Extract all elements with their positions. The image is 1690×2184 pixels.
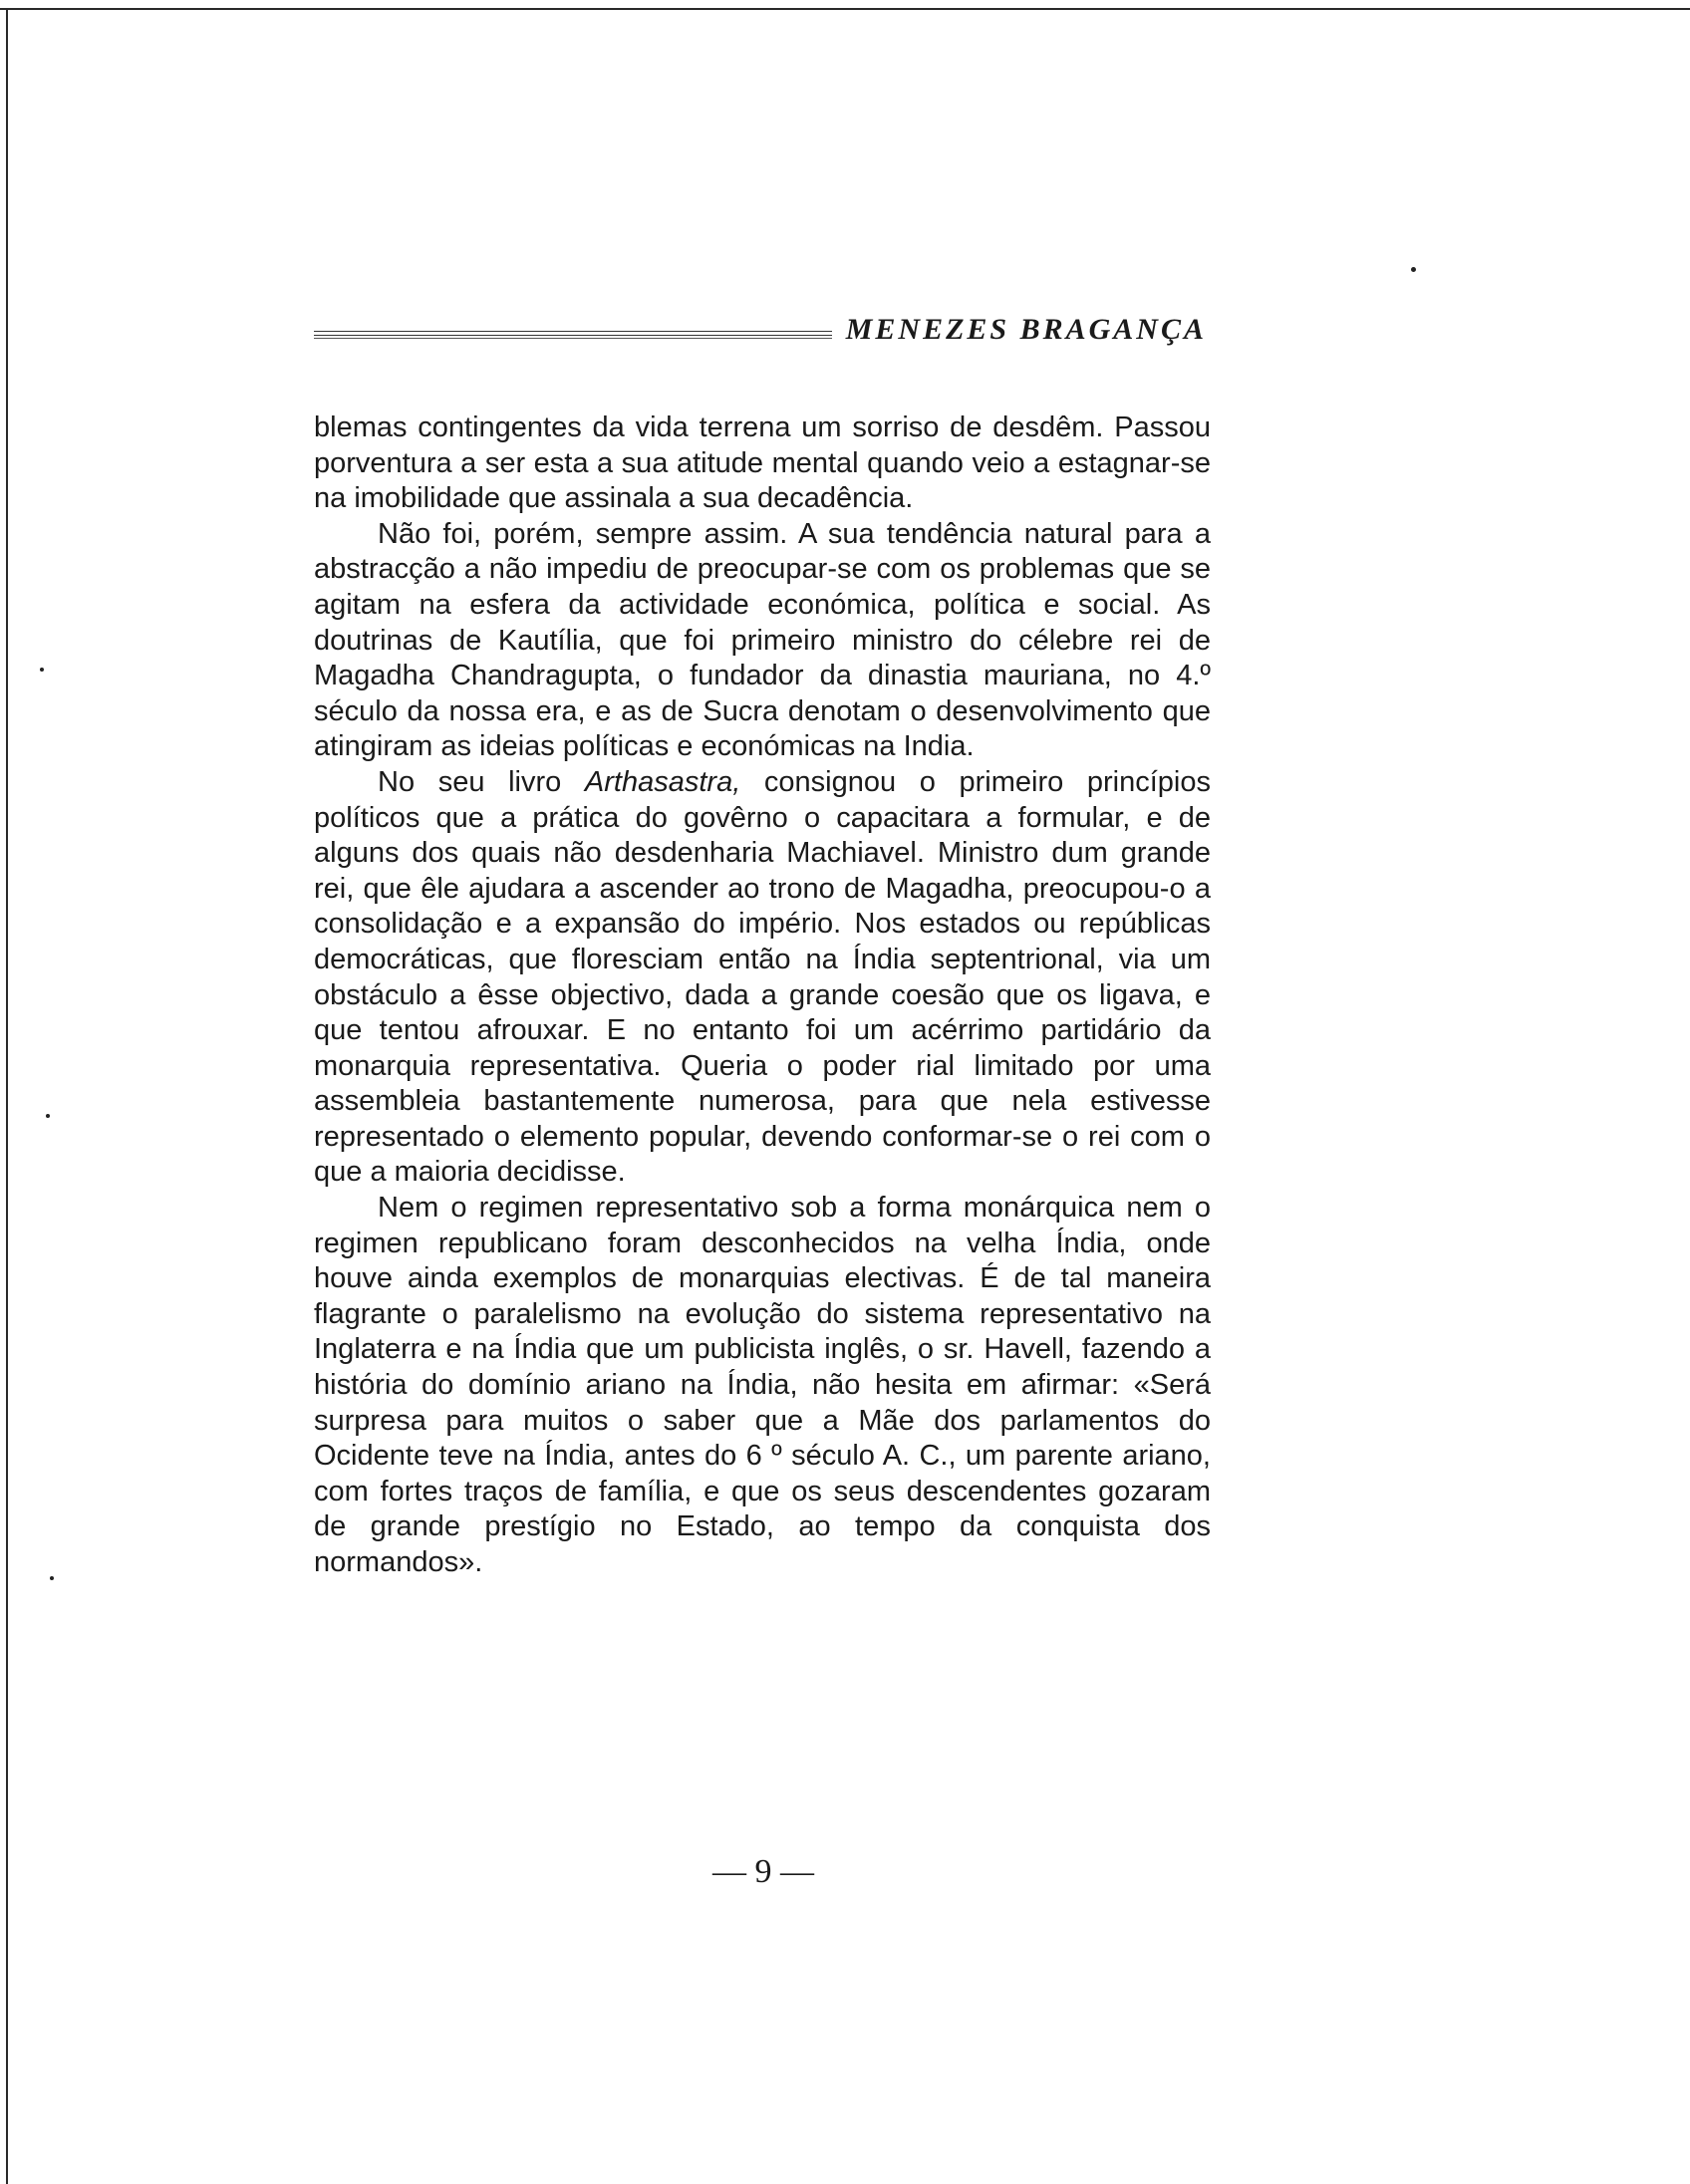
paragraph-3 (314, 765, 1211, 1191)
running-head (314, 309, 1211, 359)
header-rule (314, 331, 832, 336)
page-number: — 9 — (712, 1853, 814, 1890)
paragraph-3-lead: No seu livro (378, 765, 585, 798)
scan-speck (50, 1576, 54, 1580)
scan-edge-left (6, 8, 8, 2184)
paragraph-4: Nem o regimen representativo sob a forma monárquica nem o regimen republicano foram desconhecidos na velha Índia, onde houve ainda exemplos de monarquias electivas. É de tal maneira flagrante o paralelismo na evolução do sistema representativo na Inglaterra e na Índia que um publicista inglês, o sr. Havell, fazendo a história do domínio ariano na Índia, não hesita em afirmar: «Será surpresa para muitos o saber que a Mãe dos parlamentos do Ocidente teve na Índia, antes do 6 º século A. C., um parente ariano, com fortes traços de família, e que os seus descendentes gozaram de grande prestígio no Estado, ao tempo da conquista dos normandos». (314, 1192, 1211, 1578)
book-page (314, 309, 1211, 1581)
paragraph-2: Não foi, porém, sempre assim. A sua tendência natural para a abstracção a não impediu de preocupar-se com os problemas que se agitam na esfera da actividade económica, política e social. As doutrinas de Kautília, que foi primeiro ministro do célebre rei de Magadha Chandragupta, o fundador da dinastia mauriana, no 4.º século da nossa era, e as de Sucra denotam o desenvolvimento que atingiram as ideias políticas e económicas na India. (314, 517, 1211, 763)
scan-speck (40, 668, 44, 672)
header-rule-thin (314, 338, 832, 339)
scan-speck (1411, 267, 1416, 272)
book-title: Arthasastra, (584, 765, 741, 798)
body-text (314, 410, 1211, 1581)
paragraph-1: blemas contingentes da vida terrena um sorriso de desdêm. Passou porventura a ser esta a sua atitude mental quando veio a estagnar-se na imobilidade que assinala a sua decadência. (314, 411, 1211, 515)
paragraph-3-rest: consignou o primeiro princípios políticos que a prática do govêrno o capacitara a formular, e de alguns dos quais não desdenharia Machiavel. Ministro dum grande rei, que êle ajudara a ascender ao trono de Magadha, preocupou-o a consolidação e a expansão do império. Nos estados ou repúblicas democráticas, que floresciam então na Índia septentrional, via um obstáculo a êsse objectivo, dada a grande coesão que os ligava, e que tentou afrouxar. E no entanto foi um acérrimo partidário da monarquia representativa. Queria o poder rial limitado por uma assembleia bastantemente numerosa, para que nela estivesse representado o elemento popular, devendo conformar-se o rei com o que a maioria decidisse. (314, 765, 1211, 1189)
scan-edge-top (0, 8, 1690, 10)
running-title: MENEZES BRAGANÇA (845, 313, 1207, 346)
scan-speck (46, 1114, 50, 1118)
